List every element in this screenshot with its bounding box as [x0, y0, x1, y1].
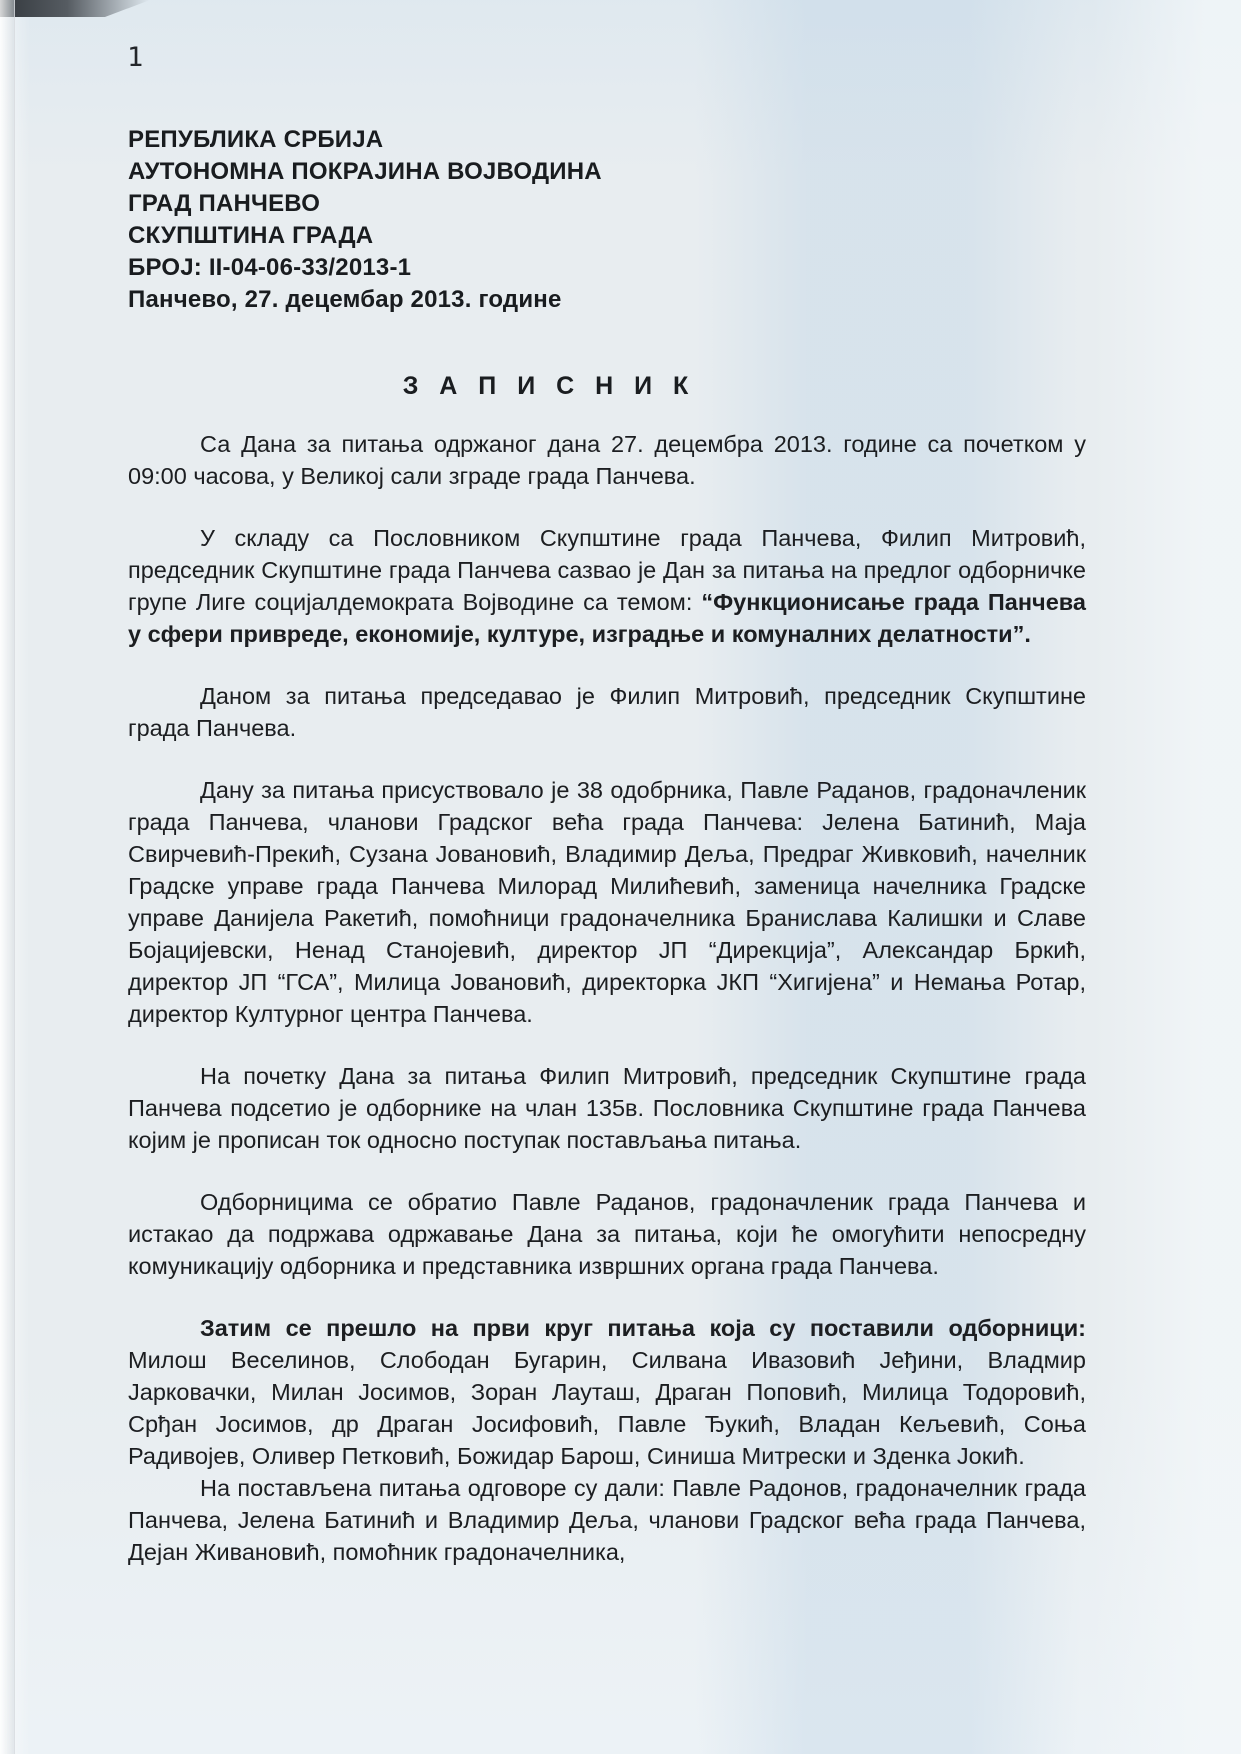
paragraph-answers: На постављена питања одговоре су дали: Павле Радонов, градоначелник града Панчева, Јелена Батинић и Владимир Деља, чланови Градског већа града Панчева, Дејан Живановић, помоћник градоначелника, [128, 1475, 1086, 1565]
letterhead-assembly: СКУПШТИНА ГРАДА [128, 222, 374, 249]
document-body [128, 428, 1086, 1568]
letterhead-city: ГРАД ПАНЧЕВО [128, 190, 321, 217]
paragraph-convening [128, 522, 1086, 650]
scan-left-edge-artifact [0, 0, 15, 1754]
scan-corner-artifact [0, 0, 150, 17]
paragraph-convening-text: У складу са Пословником Скупштине града Панчева, Филип Митровић, председник Скупштине града Панчева сазвао је Дан за питања на предлог одборничке групе Лиге социјалдемократа Војводине са темом: [128, 525, 1086, 615]
paragraph-mayor-address: Одборницима се обратио Павле Раданов, градоначленик града Панчева и истакао да подржава одржавање Дана за питања, који ће омогућити непосредну комуникацију одборника и представника извршних органа града Панчева. [128, 1189, 1086, 1279]
paragraph-session-held: Са Дана за питања одржаног дана 27. децембра 2013. године са почетком у 09:00 часова, у Великој сали зграде града Панчева. [128, 431, 1086, 489]
letterhead-number: БРОЈ: II-04-06-33/2013-1 [128, 254, 412, 281]
letterhead-republic: РЕПУБЛИКА СРБИЈА [128, 126, 384, 153]
paragraph-first-round-questions [128, 1312, 1086, 1472]
paragraph-rules-reminder: На почетку Дана за питања Филип Митровић, председник Скупштине града Панчева подсетио је одборнике на члан 135в. Пословника Скупштине града Панчева којим је прописан ток односно поступак постављања питања. [128, 1063, 1086, 1153]
paragraph-attendees: Дану за питања присуствовало је 38 одобрника, Павле Раданов, градоначленик града Панчева, чланови Градског већа града Панчева: Јелена Батинић, Маја Свирчевић-Прекић, Сузана Јовановић, Владимир Деља, Предраг Живковић, начелник Градске управе града Панчева Милорад Милићевић, заменица начелника Градске управе Данијела Ракетић, помоћници градоначелника Бранислава Калишки и Славе Бојацијевски, Ненад Станојевић, директор ЈП “Дирекција”, Александар Бркић, директор ЈП “ГСА”, Милица Јовановић, директорка ЈКП “Хигијена” и Немања Ротар, директор Културног центра Панчева. [128, 777, 1086, 1027]
paragraph-first-round-names: Милош Веселинов, Слободан Бугарин, Силвана Ивазовић Јеђини, Владмир Јарковачки, Милан Јосимов, Зоран Лауташ, Драган Поповић, Милица Тодоровић, Срђан Јосимов, др Драган Јосифовић, Павле Ђукић, Владан Кељевић, Соња Радивојев, Оливер Петковић, Божидар Барош, Синиша Митрески и Зденка Јокић. [128, 1347, 1086, 1469]
paragraph-convening-topic: “Функционисање града Панчева у сфери привреде, економије, културе, изградње и комуналних делатности”. [128, 589, 1086, 647]
letterhead-province: АУТОНОМНА ПОКРАЈИНА ВОЈВОДИНА [128, 158, 602, 185]
page-number: 1 [127, 42, 144, 73]
document-title: З А П И С Н И К [402, 372, 696, 400]
letterhead [128, 124, 602, 316]
paragraph-first-round-lead: Затим се прешло на први круг питања која су поставили одборници: [200, 1315, 1086, 1341]
letterhead-date-place: Панчево, 27. децембар 2013. године [128, 286, 562, 313]
paragraph-chairman: Даном за питања председавао је Филип Митровић, председник Скупштине града Панчева. [128, 683, 1086, 741]
